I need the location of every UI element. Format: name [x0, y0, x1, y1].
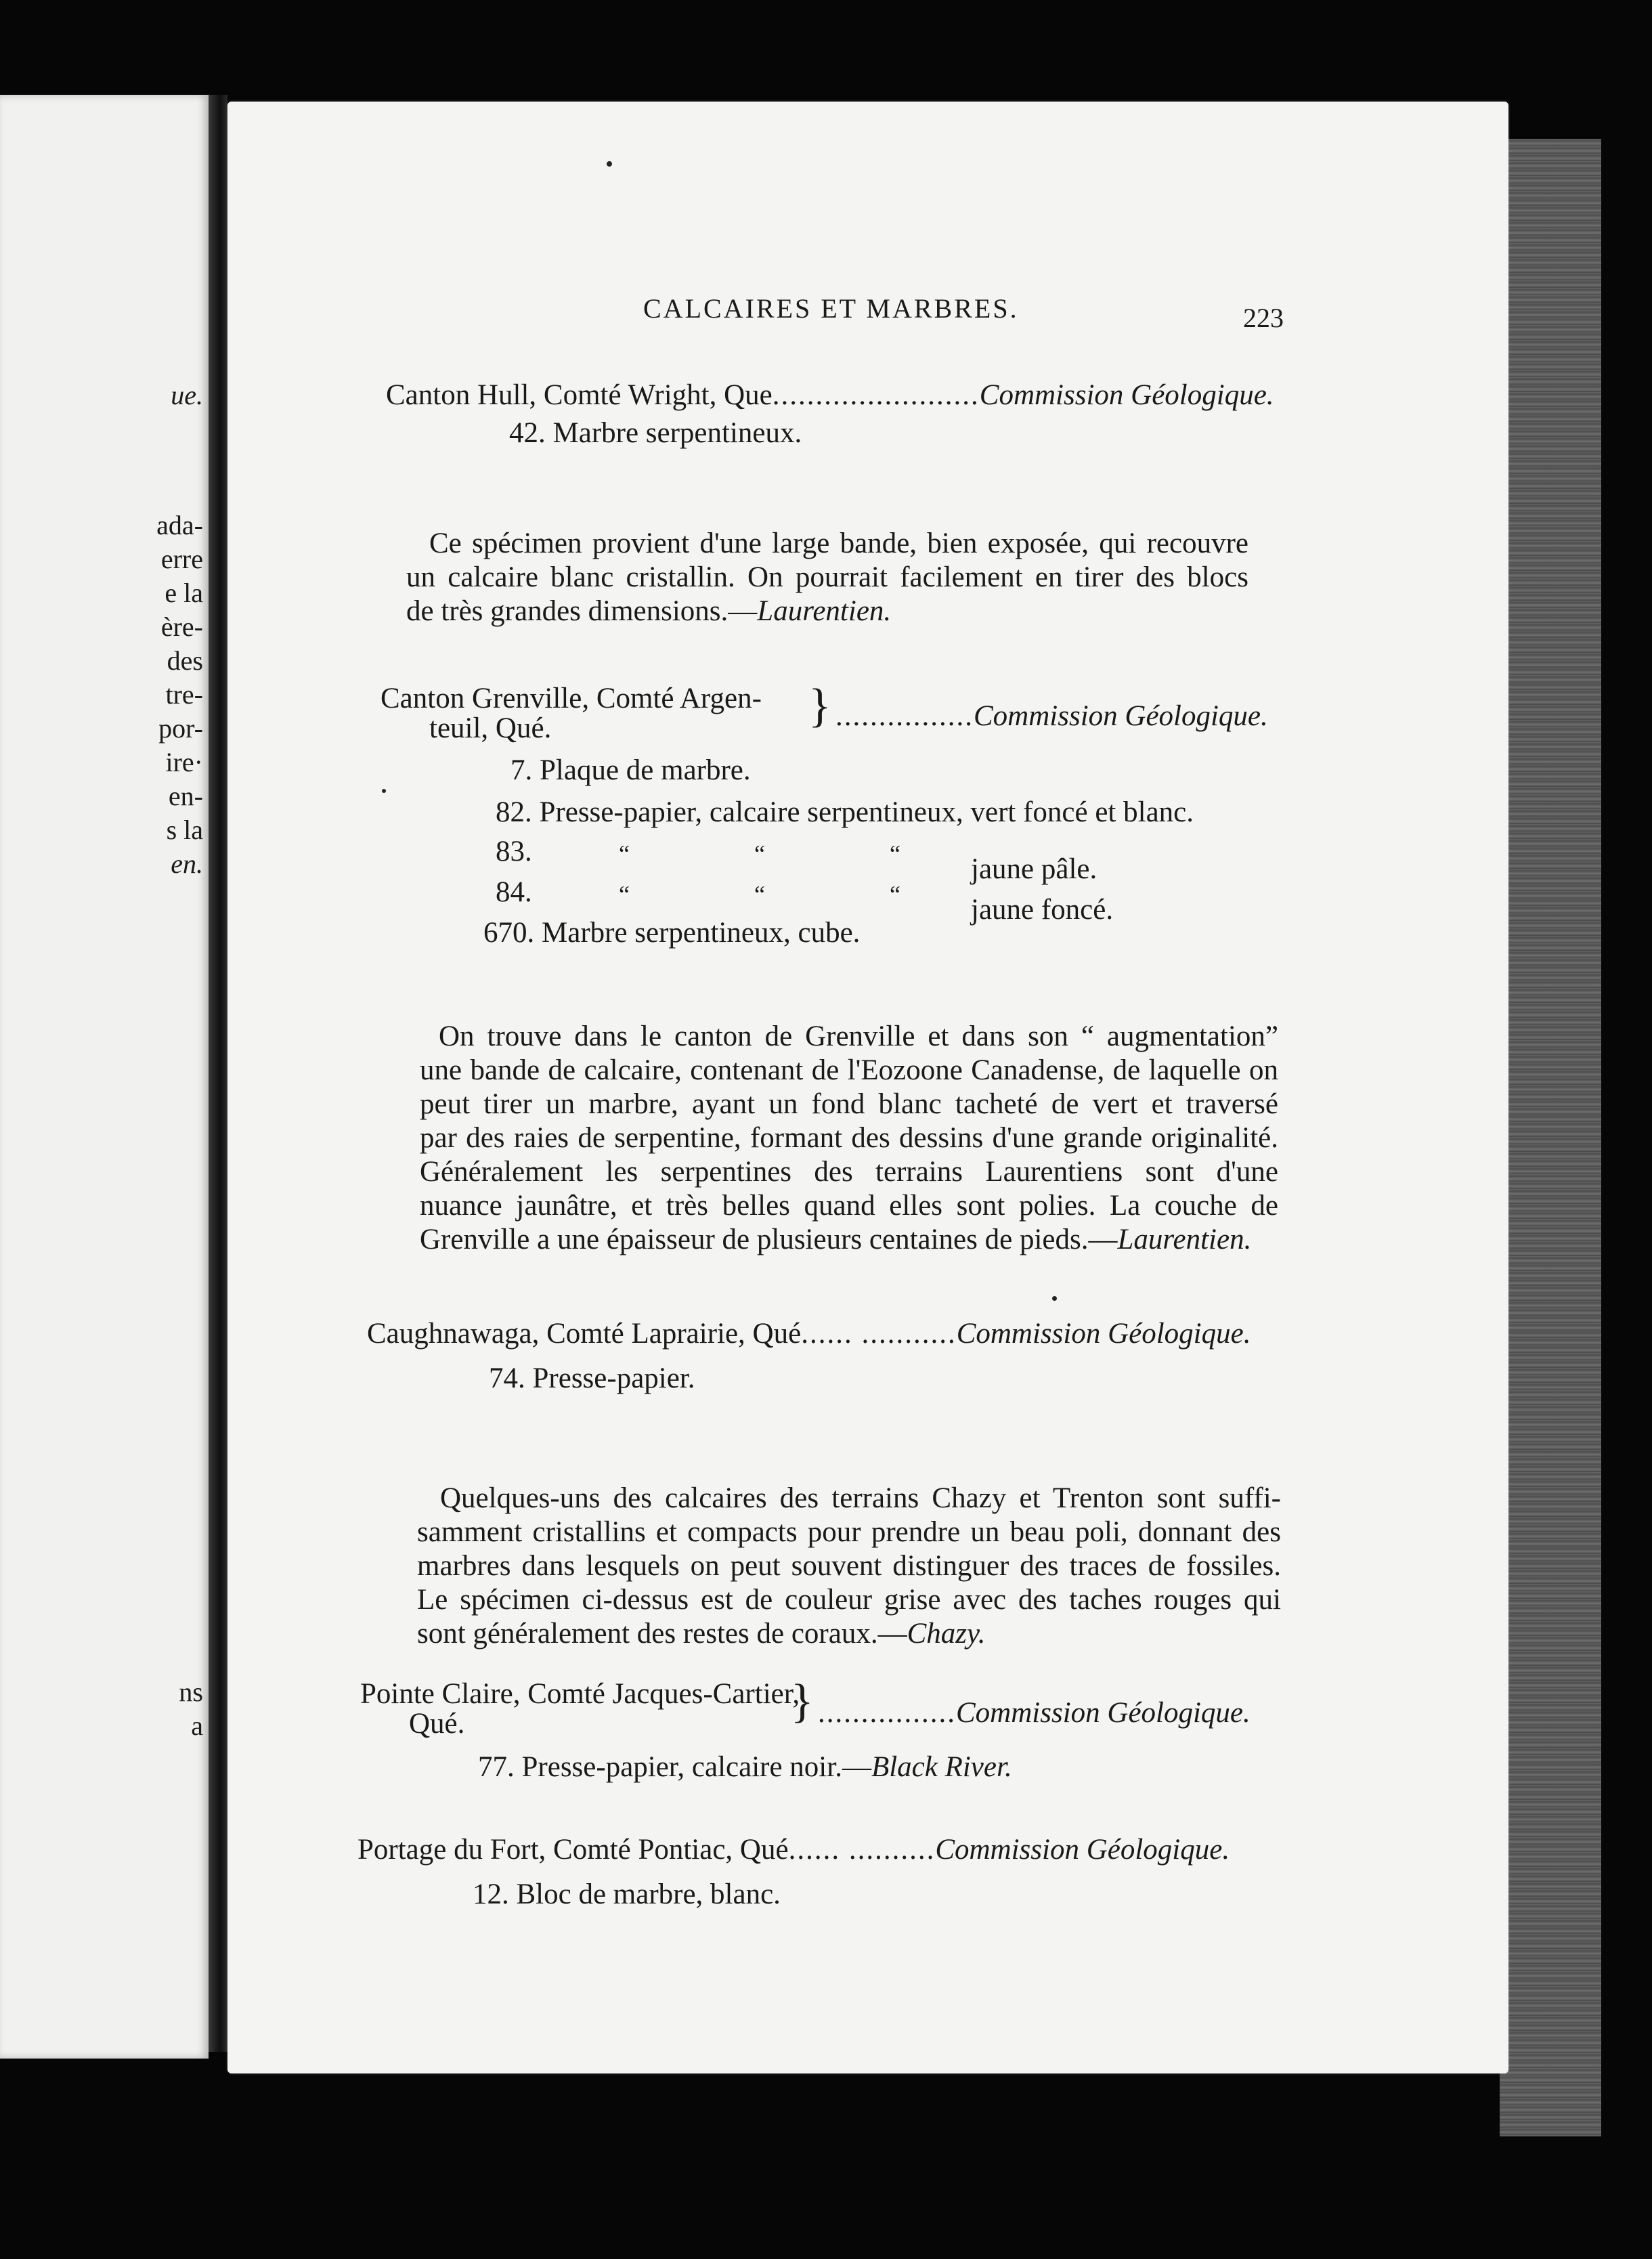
specimen-item	[483, 918, 860, 947]
paragraph-line: nuance jaunâtre, et très belles quand elles sont polies. La couche de	[420, 1190, 1278, 1222]
item-description: Presse-papier, calcaire noir.—	[521, 1751, 871, 1783]
paragraph-line	[417, 1617, 1281, 1651]
leader-dots: ...... ...........	[801, 1318, 957, 1350]
locality: Caughnawaga, Comté Laprairie, Qué	[367, 1318, 802, 1350]
item-number: 84.	[496, 876, 532, 908]
brace: }	[808, 680, 831, 732]
running-header: CALCAIRES ET MARBRES.	[643, 293, 1019, 324]
leader-dots: ...... ..........	[788, 1834, 936, 1866]
locality: Canton Hull, Comté Wright, Que	[386, 379, 773, 411]
locality-heading-line2: teuil, Qué.	[429, 712, 552, 744]
item-description: Presse-papier, calcaire serpentineux, vert foncé et blanc.	[539, 796, 1194, 828]
left-page-fragment: des	[167, 645, 203, 676]
left-facing-page	[0, 95, 209, 2059]
book-spine	[209, 95, 227, 2052]
specimen-item	[489, 1364, 695, 1393]
page-number: 223	[1243, 303, 1284, 333]
source: Commission Géologique.	[956, 1318, 1251, 1350]
ink-speck	[382, 789, 386, 793]
description-paragraph	[420, 1020, 1278, 1257]
left-page-fragment: ns	[179, 1677, 203, 1707]
specimen-item	[496, 798, 1194, 827]
item-description: Marbre serpentineux.	[552, 417, 802, 449]
item-number: 83.	[496, 836, 532, 867]
ditto-mark: “	[754, 840, 765, 867]
paragraph-line: Le spécimen ci-dessus est de couleur grise avec des taches rouges qui	[417, 1584, 1281, 1616]
specimen-item	[473, 1880, 781, 1909]
specimen-item	[510, 756, 751, 785]
left-page-fragment: en.	[171, 848, 203, 879]
item-description: jaune foncé.	[971, 894, 1114, 926]
locality-heading-line1: Pointe Claire, Comté Jacques-Cartier,	[360, 1678, 800, 1710]
paragraph-text: sont généralement des restes de coraux.—	[417, 1618, 907, 1650]
left-page-fragment: erre	[160, 544, 203, 574]
left-page-fragment: ada-	[156, 510, 203, 540]
item-number: 42.	[509, 417, 546, 449]
left-page-fragment: ue.	[171, 380, 203, 410]
specimen-item	[509, 418, 802, 448]
paragraph-text: Grenville a une épaisseur de plusieurs centaines de pieds.—	[420, 1224, 1118, 1255]
locality: Portage du Fort, Comté Pontiac, Qué	[357, 1834, 789, 1866]
source: Commission Géologique.	[935, 1834, 1230, 1866]
source-line	[835, 702, 1268, 731]
leader-dots: ................	[835, 700, 974, 732]
locality-heading	[386, 381, 1274, 410]
ditto-mark: “	[754, 881, 765, 908]
ditto-mark: “	[619, 881, 630, 908]
leader-dots: ........................	[772, 379, 980, 411]
document-page	[227, 102, 1508, 2073]
paragraph-line: Généralement les serpentines des terrains Laurentiens sont d'une	[420, 1156, 1278, 1188]
item-description: Marbre serpentineux, cube.	[542, 917, 861, 949]
item-description: Presse-papier.	[532, 1362, 695, 1394]
paragraph-text: de très grandes dimensions.—	[406, 595, 758, 627]
left-page-fragment: tre-	[165, 679, 203, 710]
ink-speck	[1052, 1296, 1057, 1301]
leader-dots: ................	[818, 1697, 956, 1729]
formation-name: Laurentien.	[1117, 1224, 1252, 1255]
paragraph-line: Quelques-uns des calcaires des terrains Chazy et Trenton sont suffi-	[440, 1482, 1281, 1514]
specimen-item	[478, 1752, 1012, 1782]
item-number: 74.	[489, 1362, 525, 1394]
paragraph-line: Ce spécimen provient d'une large bande, bien exposée, qui recouvre	[429, 528, 1248, 559]
item-number: 670.	[483, 917, 535, 949]
source: Commission Géologique.	[974, 700, 1268, 732]
left-page-fragment: en-	[168, 781, 203, 811]
paragraph-line: On trouve dans le canton de Grenville et dans son “ augmentation”	[439, 1020, 1278, 1052]
ink-speck	[607, 161, 612, 167]
item-description: Plaque de marbre.	[540, 754, 751, 786]
paragraph-line	[406, 595, 1248, 628]
left-page-fragment: por-	[158, 713, 203, 744]
left-page-fragment: ire·	[165, 747, 203, 777]
brace: }	[791, 1675, 814, 1727]
paragraph-line: samment cristallins et compacts pour prendre un beau poli, donnant des	[417, 1516, 1281, 1548]
source: Commission Géologique.	[979, 379, 1274, 411]
description-paragraph	[406, 527, 1248, 628]
locality-heading-line2: Qué.	[409, 1708, 465, 1740]
item-number: 77.	[478, 1751, 515, 1783]
left-page-fragment: e la	[165, 578, 203, 608]
item-description: Bloc de marbre, blanc.	[516, 1878, 781, 1910]
paragraph-line	[420, 1223, 1278, 1257]
left-page-fragment: a	[191, 1711, 203, 1741]
paragraph-line: par des raies de serpentine, formant des dessins d'une grande originalité.	[420, 1122, 1278, 1154]
paragraph-line: marbres dans lesquels on peut souvent distinguer des traces de fossiles.	[417, 1550, 1281, 1582]
formation-name: Chazy.	[907, 1618, 986, 1650]
locality-heading	[357, 1835, 1230, 1864]
item-number: 7.	[510, 754, 533, 786]
formation-name: Laurentien.	[757, 595, 892, 627]
item-number: 82.	[496, 796, 532, 828]
locality-heading-line1: Canton Grenville, Comté Argen-	[381, 683, 762, 714]
source: Commission Géologique.	[956, 1697, 1251, 1729]
paragraph-line: un calcaire blanc cristallin. On pourrait facilement en tirer des blocs	[406, 561, 1248, 593]
paragraph-line: une bande de calcaire, contenant de l'Eozoone Canadense, de laquelle on	[420, 1054, 1278, 1086]
item-number: 12.	[473, 1878, 509, 1910]
locality-heading	[367, 1319, 1251, 1348]
left-page-fragment: ère-	[160, 611, 203, 642]
description-paragraph	[417, 1482, 1281, 1651]
formation-name: Black River.	[871, 1751, 1012, 1783]
left-page-fragment: s la	[166, 815, 203, 845]
paragraph-line: peut tirer un marbre, ayant un fond blanc tacheté de vert et traversé	[420, 1088, 1278, 1120]
source-line	[818, 1698, 1251, 1727]
ditto-mark: “	[890, 840, 900, 867]
item-description: jaune pâle.	[971, 853, 1097, 885]
ditto-mark: “	[619, 840, 630, 867]
page-stack-edge	[1500, 139, 1601, 2136]
ditto-mark: “	[890, 881, 900, 908]
